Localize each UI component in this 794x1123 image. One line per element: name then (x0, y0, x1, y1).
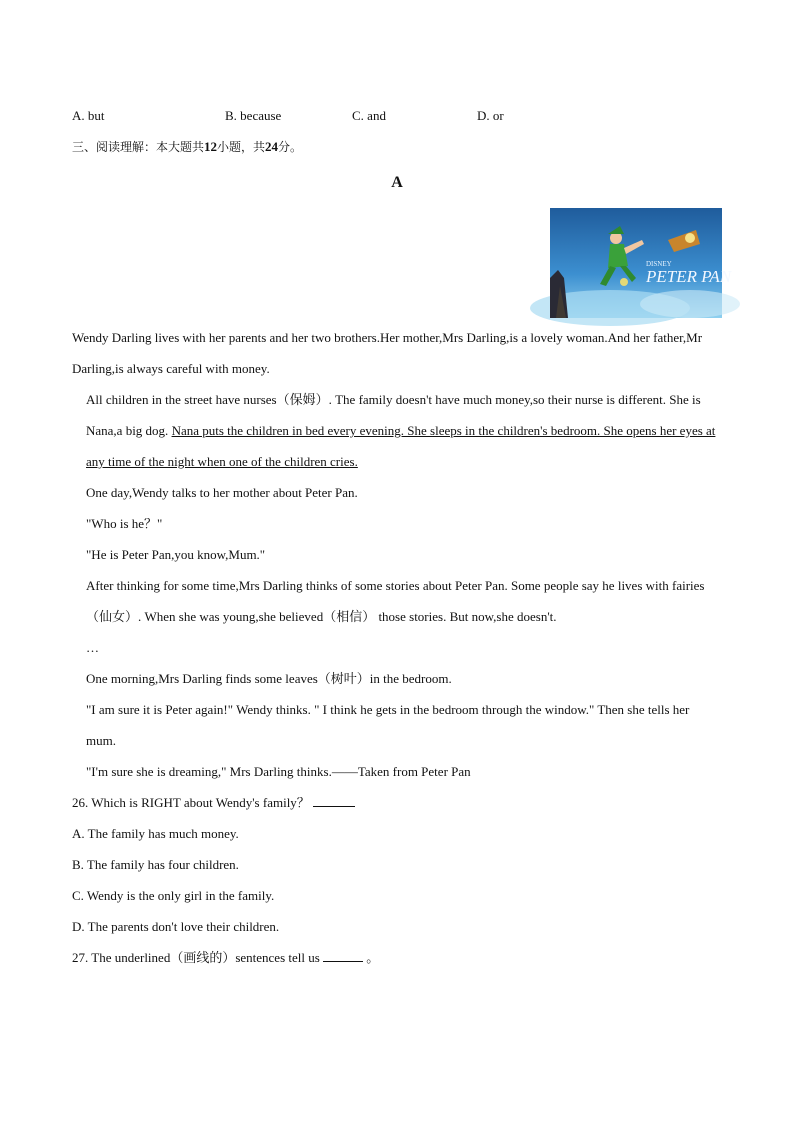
image-row (72, 208, 732, 322)
q25-option-a[interactable]: A. but (72, 108, 105, 123)
passage-title: A (391, 174, 403, 191)
peter-pan-poster-image (550, 208, 732, 318)
underlined-sentences: Nana puts the children in bed every evening. She sleeps in the children's bedroom. She opens her eyes at any time of the night when one of the children cries. (86, 423, 716, 469)
question-25 (72, 100, 722, 131)
total-score: 24 (265, 139, 279, 154)
q26-answer-blank[interactable] (313, 792, 355, 807)
question-count: 12 (204, 139, 218, 154)
exam-page (72, 100, 732, 973)
paragraph-3: One day,Wendy talks to her mother about Peter Pan. (86, 485, 358, 500)
q26-option-d[interactable]: D. The parents don't love their children. (72, 919, 280, 934)
q26-option-c[interactable]: C. Wendy is the only girl in the family. (72, 888, 275, 903)
svg-text:DISNEY: DISNEY (646, 260, 672, 268)
paragraph-1: Wendy Darling lives with her parents and her two brothers.Her mother,Mrs Darling,is a lovely woman.And her father,Mr Darling,is always careful with money. (72, 330, 703, 376)
paragraph-5: "He is Peter Pan,you know,Mum." (86, 547, 266, 562)
q27-answer-blank[interactable] (323, 947, 363, 962)
q26-option-a[interactable]: A. The family has much money. (72, 826, 239, 841)
q25-option-d[interactable]: D. or (477, 108, 504, 123)
q25-option-c[interactable]: C. and (352, 108, 386, 123)
svg-text:PETER PAN: PETER PAN (646, 267, 732, 286)
question-26-stem: 26. Which is RIGHT about Wendy's family？ (72, 787, 722, 818)
section-heading: 三、阅读理解：本大题共12小题，共24分。 (72, 139, 303, 154)
paragraph-4: "Who is he？" (86, 516, 163, 531)
paragraph-8: One morning,Mrs Darling finds some leaves（树叶）in the bedroom. (86, 671, 452, 686)
question-27-stem: 27. The underlined（画线的）sentences tell us 。 (72, 942, 722, 973)
paragraph-2: All children in the street have nurses（保姆）. The family doesn't have much money,so their nurse is different. She is Nana,a big dog. Nana puts the children in bed every evening. She sleeps in the children's bedroom. She opens her eyes at any time of the night when one of the children cries. (86, 392, 716, 469)
q26-option-b[interactable]: B. The family has four children. (72, 857, 239, 872)
paragraph-6: After thinking for some time,Mrs Darling thinks of some stories about Peter Pan. Some people say he lives with fairies（仙女）. When she was young,she believed（相信） those stories. But now,she doesn't. (86, 578, 705, 624)
ellipsis: … (86, 640, 99, 655)
paragraph-9: "I am sure it is Peter again!" Wendy thinks. " I think he gets in the bedroom through the window." Then she tells her mum. (86, 702, 690, 748)
paragraph-10: "I'm sure she is dreaming," Mrs Darling thinks.——Taken from Peter Pan (86, 764, 471, 779)
q25-option-b[interactable]: B. because (225, 108, 282, 123)
